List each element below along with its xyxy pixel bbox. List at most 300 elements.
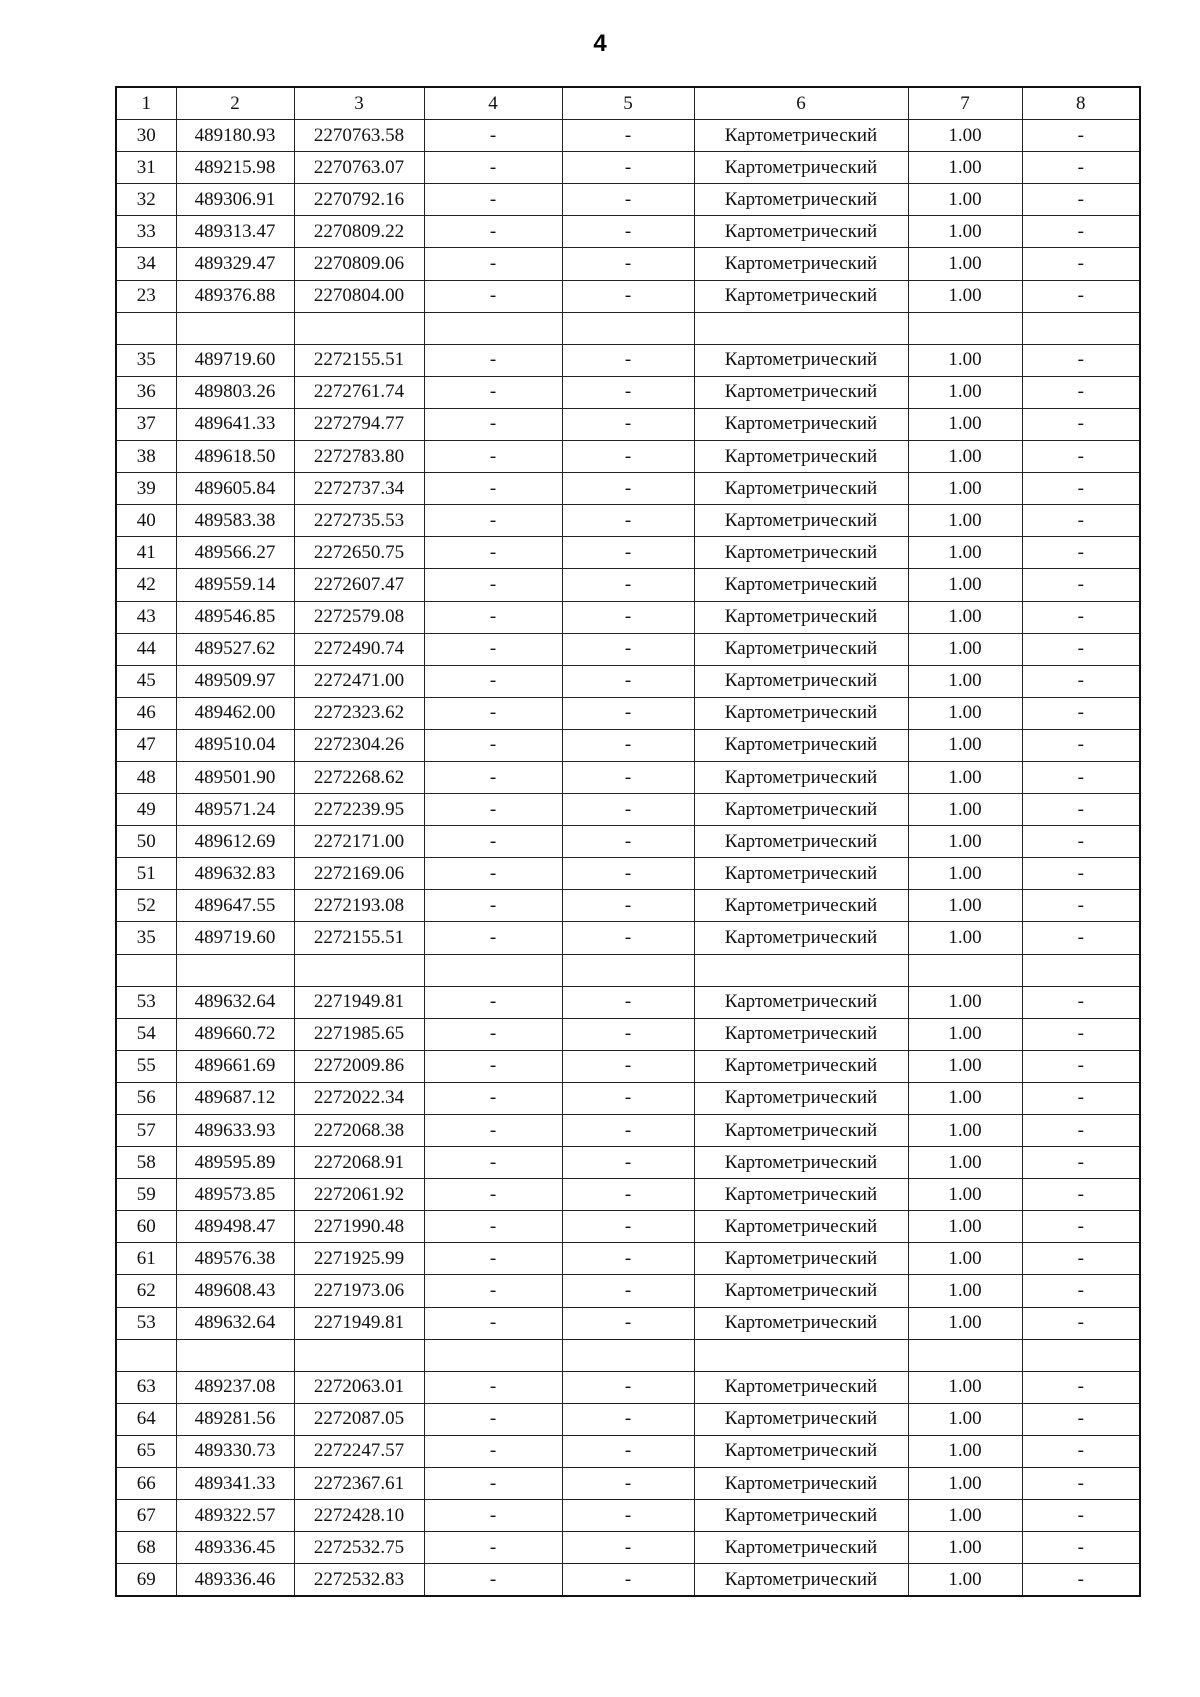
point-number-cell: 35 [116, 344, 176, 376]
table-row [116, 1371, 1140, 1403]
x-coordinate-cell: 489660.72 [176, 1018, 294, 1050]
column-4-cell: - [424, 858, 562, 890]
method-cell: Картометрический [694, 761, 908, 793]
x-coordinate-cell: 489719.60 [176, 922, 294, 954]
column-8-cell: - [1022, 1371, 1140, 1403]
point-number-cell: 67 [116, 1500, 176, 1532]
accuracy-cell: 1.00 [908, 408, 1022, 440]
method-cell: Картометрический [694, 1211, 908, 1243]
column-8-cell: - [1022, 1275, 1140, 1307]
y-coordinate-cell: 2272737.34 [294, 473, 424, 505]
point-number-cell: 46 [116, 697, 176, 729]
point-number-cell: 62 [116, 1275, 176, 1307]
y-coordinate-cell: 2272087.05 [294, 1403, 424, 1435]
method-cell: Картометрический [694, 537, 908, 569]
column-8-cell [1022, 954, 1140, 986]
column-8-cell: - [1022, 665, 1140, 697]
column-8-cell: - [1022, 601, 1140, 633]
y-coordinate-cell: 2270792.16 [294, 184, 424, 216]
method-cell: Картометрический [694, 601, 908, 633]
point-number-cell: 69 [116, 1564, 176, 1597]
table-row [116, 954, 1140, 986]
y-coordinate-cell: 2272247.57 [294, 1435, 424, 1467]
point-number-cell: 52 [116, 890, 176, 922]
accuracy-cell: 1.00 [908, 1115, 1022, 1147]
method-cell: Картометрический [694, 1564, 908, 1597]
column-4-cell: - [424, 1500, 562, 1532]
method-cell: Картометрический [694, 986, 908, 1018]
y-coordinate-cell: 2272490.74 [294, 633, 424, 665]
point-number-cell [116, 312, 176, 344]
table-row [116, 1468, 1140, 1500]
point-number-cell: 44 [116, 633, 176, 665]
point-number-cell [116, 954, 176, 986]
y-coordinate-cell: 2271985.65 [294, 1018, 424, 1050]
x-coordinate-cell: 489509.97 [176, 665, 294, 697]
column-8-cell: - [1022, 826, 1140, 858]
column-4-cell: - [424, 1211, 562, 1243]
column-5-cell: - [562, 890, 694, 922]
point-number-cell: 58 [116, 1147, 176, 1179]
point-number-cell: 39 [116, 473, 176, 505]
point-number-cell: 53 [116, 1307, 176, 1339]
x-coordinate-cell: 489647.55 [176, 890, 294, 922]
method-cell: Картометрический [694, 376, 908, 408]
x-coordinate-cell: 489341.33 [176, 1468, 294, 1500]
point-number-cell: 32 [116, 184, 176, 216]
accuracy-cell: 1.00 [908, 761, 1022, 793]
method-cell: Картометрический [694, 858, 908, 890]
column-8-cell: - [1022, 1468, 1140, 1500]
x-coordinate-cell: 489719.60 [176, 344, 294, 376]
accuracy-cell: 1.00 [908, 1243, 1022, 1275]
point-number-cell: 66 [116, 1468, 176, 1500]
method-cell: Картометрический [694, 1082, 908, 1114]
method-cell [694, 954, 908, 986]
column-4-cell: - [424, 1532, 562, 1564]
point-number-cell [116, 1339, 176, 1371]
table-row [116, 216, 1140, 248]
x-coordinate-cell: 489336.46 [176, 1564, 294, 1597]
x-coordinate-cell: 489462.00 [176, 697, 294, 729]
column-8-cell: - [1022, 248, 1140, 280]
table-row [116, 537, 1140, 569]
column-8-cell: - [1022, 376, 1140, 408]
column-8-cell: - [1022, 1500, 1140, 1532]
method-cell: Картометрический [694, 794, 908, 826]
column-4-cell [424, 1339, 562, 1371]
method-cell: Картометрический [694, 697, 908, 729]
x-coordinate-cell: 489281.56 [176, 1403, 294, 1435]
point-number-cell: 42 [116, 569, 176, 601]
y-coordinate-cell: 2272761.74 [294, 376, 424, 408]
column-4-cell: - [424, 890, 562, 922]
table-row [116, 152, 1140, 184]
accuracy-cell: 1.00 [908, 1500, 1022, 1532]
column-4-cell: - [424, 376, 562, 408]
x-coordinate-cell: 489559.14 [176, 569, 294, 601]
column-5-cell: - [562, 184, 694, 216]
y-coordinate-cell: 2272471.00 [294, 665, 424, 697]
point-number-cell: 40 [116, 505, 176, 537]
accuracy-cell: 1.00 [908, 1435, 1022, 1467]
column-4-cell: - [424, 569, 562, 601]
column-8-cell: - [1022, 473, 1140, 505]
accuracy-cell [908, 1339, 1022, 1371]
method-cell: Картометрический [694, 152, 908, 184]
column-5-cell: - [562, 1243, 694, 1275]
method-cell: Картометрический [694, 280, 908, 312]
accuracy-cell [908, 312, 1022, 344]
accuracy-cell: 1.00 [908, 184, 1022, 216]
column-8-cell: - [1022, 986, 1140, 1018]
column-4-cell: - [424, 697, 562, 729]
column-8-cell: - [1022, 441, 1140, 473]
column-5-cell: - [562, 1082, 694, 1114]
table-row [116, 665, 1140, 697]
table-row [116, 697, 1140, 729]
accuracy-cell: 1.00 [908, 1275, 1022, 1307]
table-row [116, 986, 1140, 1018]
table-row [116, 858, 1140, 890]
column-4-cell: - [424, 922, 562, 954]
accuracy-cell: 1.00 [908, 473, 1022, 505]
point-number-cell: 45 [116, 665, 176, 697]
accuracy-cell: 1.00 [908, 120, 1022, 152]
y-coordinate-cell: 2270809.22 [294, 216, 424, 248]
table-row [116, 601, 1140, 633]
column-5-cell [562, 1339, 694, 1371]
point-number-cell: 51 [116, 858, 176, 890]
table-row [116, 1050, 1140, 1082]
column-8-cell: - [1022, 408, 1140, 440]
column-5-cell: - [562, 1018, 694, 1050]
column-4-cell: - [424, 1403, 562, 1435]
method-cell: Картометрический [694, 1500, 908, 1532]
accuracy-cell: 1.00 [908, 344, 1022, 376]
point-number-cell: 57 [116, 1115, 176, 1147]
method-cell: Картометрический [694, 922, 908, 954]
point-number-cell: 33 [116, 216, 176, 248]
y-coordinate-cell: 2272068.91 [294, 1147, 424, 1179]
x-coordinate-cell: 489632.83 [176, 858, 294, 890]
column-4-cell: - [424, 761, 562, 793]
point-number-cell: 38 [116, 441, 176, 473]
column-8-cell: - [1022, 120, 1140, 152]
x-coordinate-cell: 489322.57 [176, 1500, 294, 1532]
accuracy-cell: 1.00 [908, 858, 1022, 890]
column-5-cell: - [562, 1050, 694, 1082]
method-cell: Картометрический [694, 1403, 908, 1435]
table-row [116, 120, 1140, 152]
y-coordinate-cell: 2272428.10 [294, 1500, 424, 1532]
x-coordinate-cell: 489641.33 [176, 408, 294, 440]
x-coordinate-cell: 489566.27 [176, 537, 294, 569]
accuracy-cell: 1.00 [908, 826, 1022, 858]
point-number-cell: 54 [116, 1018, 176, 1050]
method-cell [694, 312, 908, 344]
table-row [116, 408, 1140, 440]
y-coordinate-cell: 2272239.95 [294, 794, 424, 826]
column-5-cell: - [562, 441, 694, 473]
y-coordinate-cell: 2272650.75 [294, 537, 424, 569]
table-header-row [116, 87, 1140, 120]
x-coordinate-cell: 489306.91 [176, 184, 294, 216]
column-5-cell: - [562, 697, 694, 729]
y-coordinate-cell: 2272061.92 [294, 1179, 424, 1211]
point-number-cell: 35 [116, 922, 176, 954]
x-coordinate-cell: 489608.43 [176, 1275, 294, 1307]
column-4-cell: - [424, 1564, 562, 1597]
column-4-cell: - [424, 537, 562, 569]
column-4-cell: - [424, 1050, 562, 1082]
point-number-cell: 53 [116, 986, 176, 1018]
column-4-cell: - [424, 665, 562, 697]
table-row [116, 890, 1140, 922]
accuracy-cell: 1.00 [908, 1532, 1022, 1564]
accuracy-cell: 1.00 [908, 280, 1022, 312]
y-coordinate-cell: 2270809.06 [294, 248, 424, 280]
table-row [116, 1211, 1140, 1243]
accuracy-cell: 1.00 [908, 633, 1022, 665]
accuracy-cell: 1.00 [908, 537, 1022, 569]
y-coordinate-cell: 2272268.62 [294, 761, 424, 793]
column-5-cell: - [562, 569, 694, 601]
x-coordinate-cell: 489661.69 [176, 1050, 294, 1082]
x-coordinate-cell: 489498.47 [176, 1211, 294, 1243]
accuracy-cell: 1.00 [908, 1468, 1022, 1500]
column-5-cell [562, 954, 694, 986]
point-number-cell: 63 [116, 1371, 176, 1403]
table-row [116, 344, 1140, 376]
x-coordinate-cell: 489571.24 [176, 794, 294, 826]
column-5-cell: - [562, 986, 694, 1018]
column-8-cell: - [1022, 890, 1140, 922]
column-8-cell: - [1022, 505, 1140, 537]
method-cell: Картометрический [694, 569, 908, 601]
x-coordinate-cell: 489336.45 [176, 1532, 294, 1564]
method-cell: Картометрический [694, 1435, 908, 1467]
method-cell: Картометрический [694, 1532, 908, 1564]
y-coordinate-cell: 2272532.83 [294, 1564, 424, 1597]
y-coordinate-cell: 2272155.51 [294, 922, 424, 954]
y-coordinate-cell: 2272155.51 [294, 344, 424, 376]
point-number-cell: 47 [116, 729, 176, 761]
y-coordinate-cell: 2272579.08 [294, 601, 424, 633]
table-row [116, 826, 1140, 858]
column-8-cell: - [1022, 1435, 1140, 1467]
column-8-cell: - [1022, 922, 1140, 954]
point-number-cell: 68 [116, 1532, 176, 1564]
point-number-cell: 56 [116, 1082, 176, 1114]
accuracy-cell: 1.00 [908, 1147, 1022, 1179]
column-4-cell: - [424, 729, 562, 761]
column-8-cell: - [1022, 1179, 1140, 1211]
point-number-cell: 31 [116, 152, 176, 184]
column-4-cell: - [424, 1468, 562, 1500]
x-coordinate-cell: 489546.85 [176, 601, 294, 633]
column-8-cell: - [1022, 1403, 1140, 1435]
x-coordinate-cell: 489576.38 [176, 1243, 294, 1275]
column-4-cell: - [424, 120, 562, 152]
column-8-cell: - [1022, 1018, 1140, 1050]
method-cell: Картометрический [694, 120, 908, 152]
y-coordinate-cell: 2272009.86 [294, 1050, 424, 1082]
accuracy-cell: 1.00 [908, 152, 1022, 184]
y-coordinate-cell: 2271990.48 [294, 1211, 424, 1243]
y-coordinate-cell [294, 1339, 424, 1371]
table-row [116, 1339, 1140, 1371]
method-cell: Картометрический [694, 1275, 908, 1307]
table-body [116, 120, 1140, 1597]
column-4-cell: - [424, 794, 562, 826]
y-coordinate-cell: 2271973.06 [294, 1275, 424, 1307]
column-8-cell: - [1022, 344, 1140, 376]
table-row [116, 376, 1140, 408]
column-5-cell: - [562, 1468, 694, 1500]
column-8-cell: - [1022, 697, 1140, 729]
y-coordinate-cell: 2272304.26 [294, 729, 424, 761]
column-4-cell: - [424, 152, 562, 184]
y-coordinate-cell: 2272735.53 [294, 505, 424, 537]
column-5-cell: - [562, 537, 694, 569]
column-4-cell: - [424, 1275, 562, 1307]
column-8-cell [1022, 1339, 1140, 1371]
point-number-cell: 37 [116, 408, 176, 440]
column-5-cell: - [562, 1371, 694, 1403]
table-row [116, 794, 1140, 826]
table-row [116, 1275, 1140, 1307]
x-coordinate-cell: 489527.62 [176, 633, 294, 665]
x-coordinate-cell: 489330.73 [176, 1435, 294, 1467]
column-4-cell: - [424, 1147, 562, 1179]
column-4-cell: - [424, 473, 562, 505]
point-number-cell: 64 [116, 1403, 176, 1435]
x-coordinate-cell: 489632.64 [176, 1307, 294, 1339]
y-coordinate-cell: 2272022.34 [294, 1082, 424, 1114]
method-cell: Картометрический [694, 1115, 908, 1147]
column-5-cell: - [562, 1115, 694, 1147]
table-row [116, 441, 1140, 473]
column-5-cell: - [562, 1435, 694, 1467]
column-5-cell: - [562, 473, 694, 505]
method-cell: Картометрический [694, 826, 908, 858]
method-cell: Картометрический [694, 408, 908, 440]
point-number-cell: 60 [116, 1211, 176, 1243]
accuracy-cell: 1.00 [908, 1371, 1022, 1403]
method-cell: Картометрический [694, 473, 908, 505]
column-4-cell: - [424, 344, 562, 376]
y-coordinate-cell: 2272171.00 [294, 826, 424, 858]
method-cell: Картометрический [694, 1018, 908, 1050]
point-number-cell: 34 [116, 248, 176, 280]
y-coordinate-cell [294, 312, 424, 344]
x-coordinate-cell: 489618.50 [176, 441, 294, 473]
method-cell: Картометрический [694, 1371, 908, 1403]
x-coordinate-cell: 489573.85 [176, 1179, 294, 1211]
column-4-cell [424, 954, 562, 986]
x-coordinate-cell: 489632.64 [176, 986, 294, 1018]
accuracy-cell: 1.00 [908, 890, 1022, 922]
coordinates-table [115, 86, 1141, 1597]
table-row [116, 1307, 1140, 1339]
x-coordinate-cell: 489595.89 [176, 1147, 294, 1179]
point-number-cell: 43 [116, 601, 176, 633]
y-coordinate-cell: 2272794.77 [294, 408, 424, 440]
column-5-cell: - [562, 1211, 694, 1243]
column-4-cell: - [424, 216, 562, 248]
point-number-cell: 30 [116, 120, 176, 152]
column-8-cell: - [1022, 537, 1140, 569]
x-coordinate-cell: 489329.47 [176, 248, 294, 280]
point-number-cell: 48 [116, 761, 176, 793]
y-coordinate-cell: 2272607.47 [294, 569, 424, 601]
accuracy-cell: 1.00 [908, 1211, 1022, 1243]
point-number-cell: 61 [116, 1243, 176, 1275]
column-8-cell: - [1022, 1082, 1140, 1114]
column-header-2: 2 [176, 87, 294, 120]
accuracy-cell: 1.00 [908, 248, 1022, 280]
column-header-5: 5 [562, 87, 694, 120]
accuracy-cell: 1.00 [908, 569, 1022, 601]
column-5-cell: - [562, 120, 694, 152]
column-5-cell: - [562, 1564, 694, 1597]
column-header-8: 8 [1022, 87, 1140, 120]
y-coordinate-cell: 2272169.06 [294, 858, 424, 890]
column-5-cell: - [562, 408, 694, 440]
x-coordinate-cell: 489605.84 [176, 473, 294, 505]
method-cell: Картометрический [694, 505, 908, 537]
method-cell: Картометрический [694, 890, 908, 922]
column-8-cell: - [1022, 1050, 1140, 1082]
column-4-cell: - [424, 1082, 562, 1114]
table-row [116, 280, 1140, 312]
column-5-cell: - [562, 1179, 694, 1211]
column-4-cell [424, 312, 562, 344]
column-4-cell: - [424, 1435, 562, 1467]
accuracy-cell: 1.00 [908, 376, 1022, 408]
column-4-cell: - [424, 1179, 562, 1211]
accuracy-cell: 1.00 [908, 665, 1022, 697]
column-4-cell: - [424, 1115, 562, 1147]
column-5-cell: - [562, 1307, 694, 1339]
accuracy-cell: 1.00 [908, 1179, 1022, 1211]
column-4-cell: - [424, 248, 562, 280]
accuracy-cell [908, 954, 1022, 986]
accuracy-cell: 1.00 [908, 1564, 1022, 1597]
x-coordinate-cell: 489583.38 [176, 505, 294, 537]
table-row [116, 1435, 1140, 1467]
method-cell: Картометрический [694, 248, 908, 280]
y-coordinate-cell: 2271925.99 [294, 1243, 424, 1275]
column-4-cell: - [424, 1243, 562, 1275]
point-number-cell: 36 [116, 376, 176, 408]
column-8-cell: - [1022, 152, 1140, 184]
table-row [116, 473, 1140, 505]
column-5-cell: - [562, 1532, 694, 1564]
x-coordinate-cell: 489612.69 [176, 826, 294, 858]
accuracy-cell: 1.00 [908, 1082, 1022, 1114]
x-coordinate-cell [176, 954, 294, 986]
method-cell: Картометрический [694, 633, 908, 665]
column-4-cell: - [424, 986, 562, 1018]
method-cell: Картометрический [694, 216, 908, 248]
method-cell: Картометрический [694, 665, 908, 697]
table-row [116, 312, 1140, 344]
column-4-cell: - [424, 408, 562, 440]
x-coordinate-cell: 489313.47 [176, 216, 294, 248]
method-cell: Картометрический [694, 1243, 908, 1275]
